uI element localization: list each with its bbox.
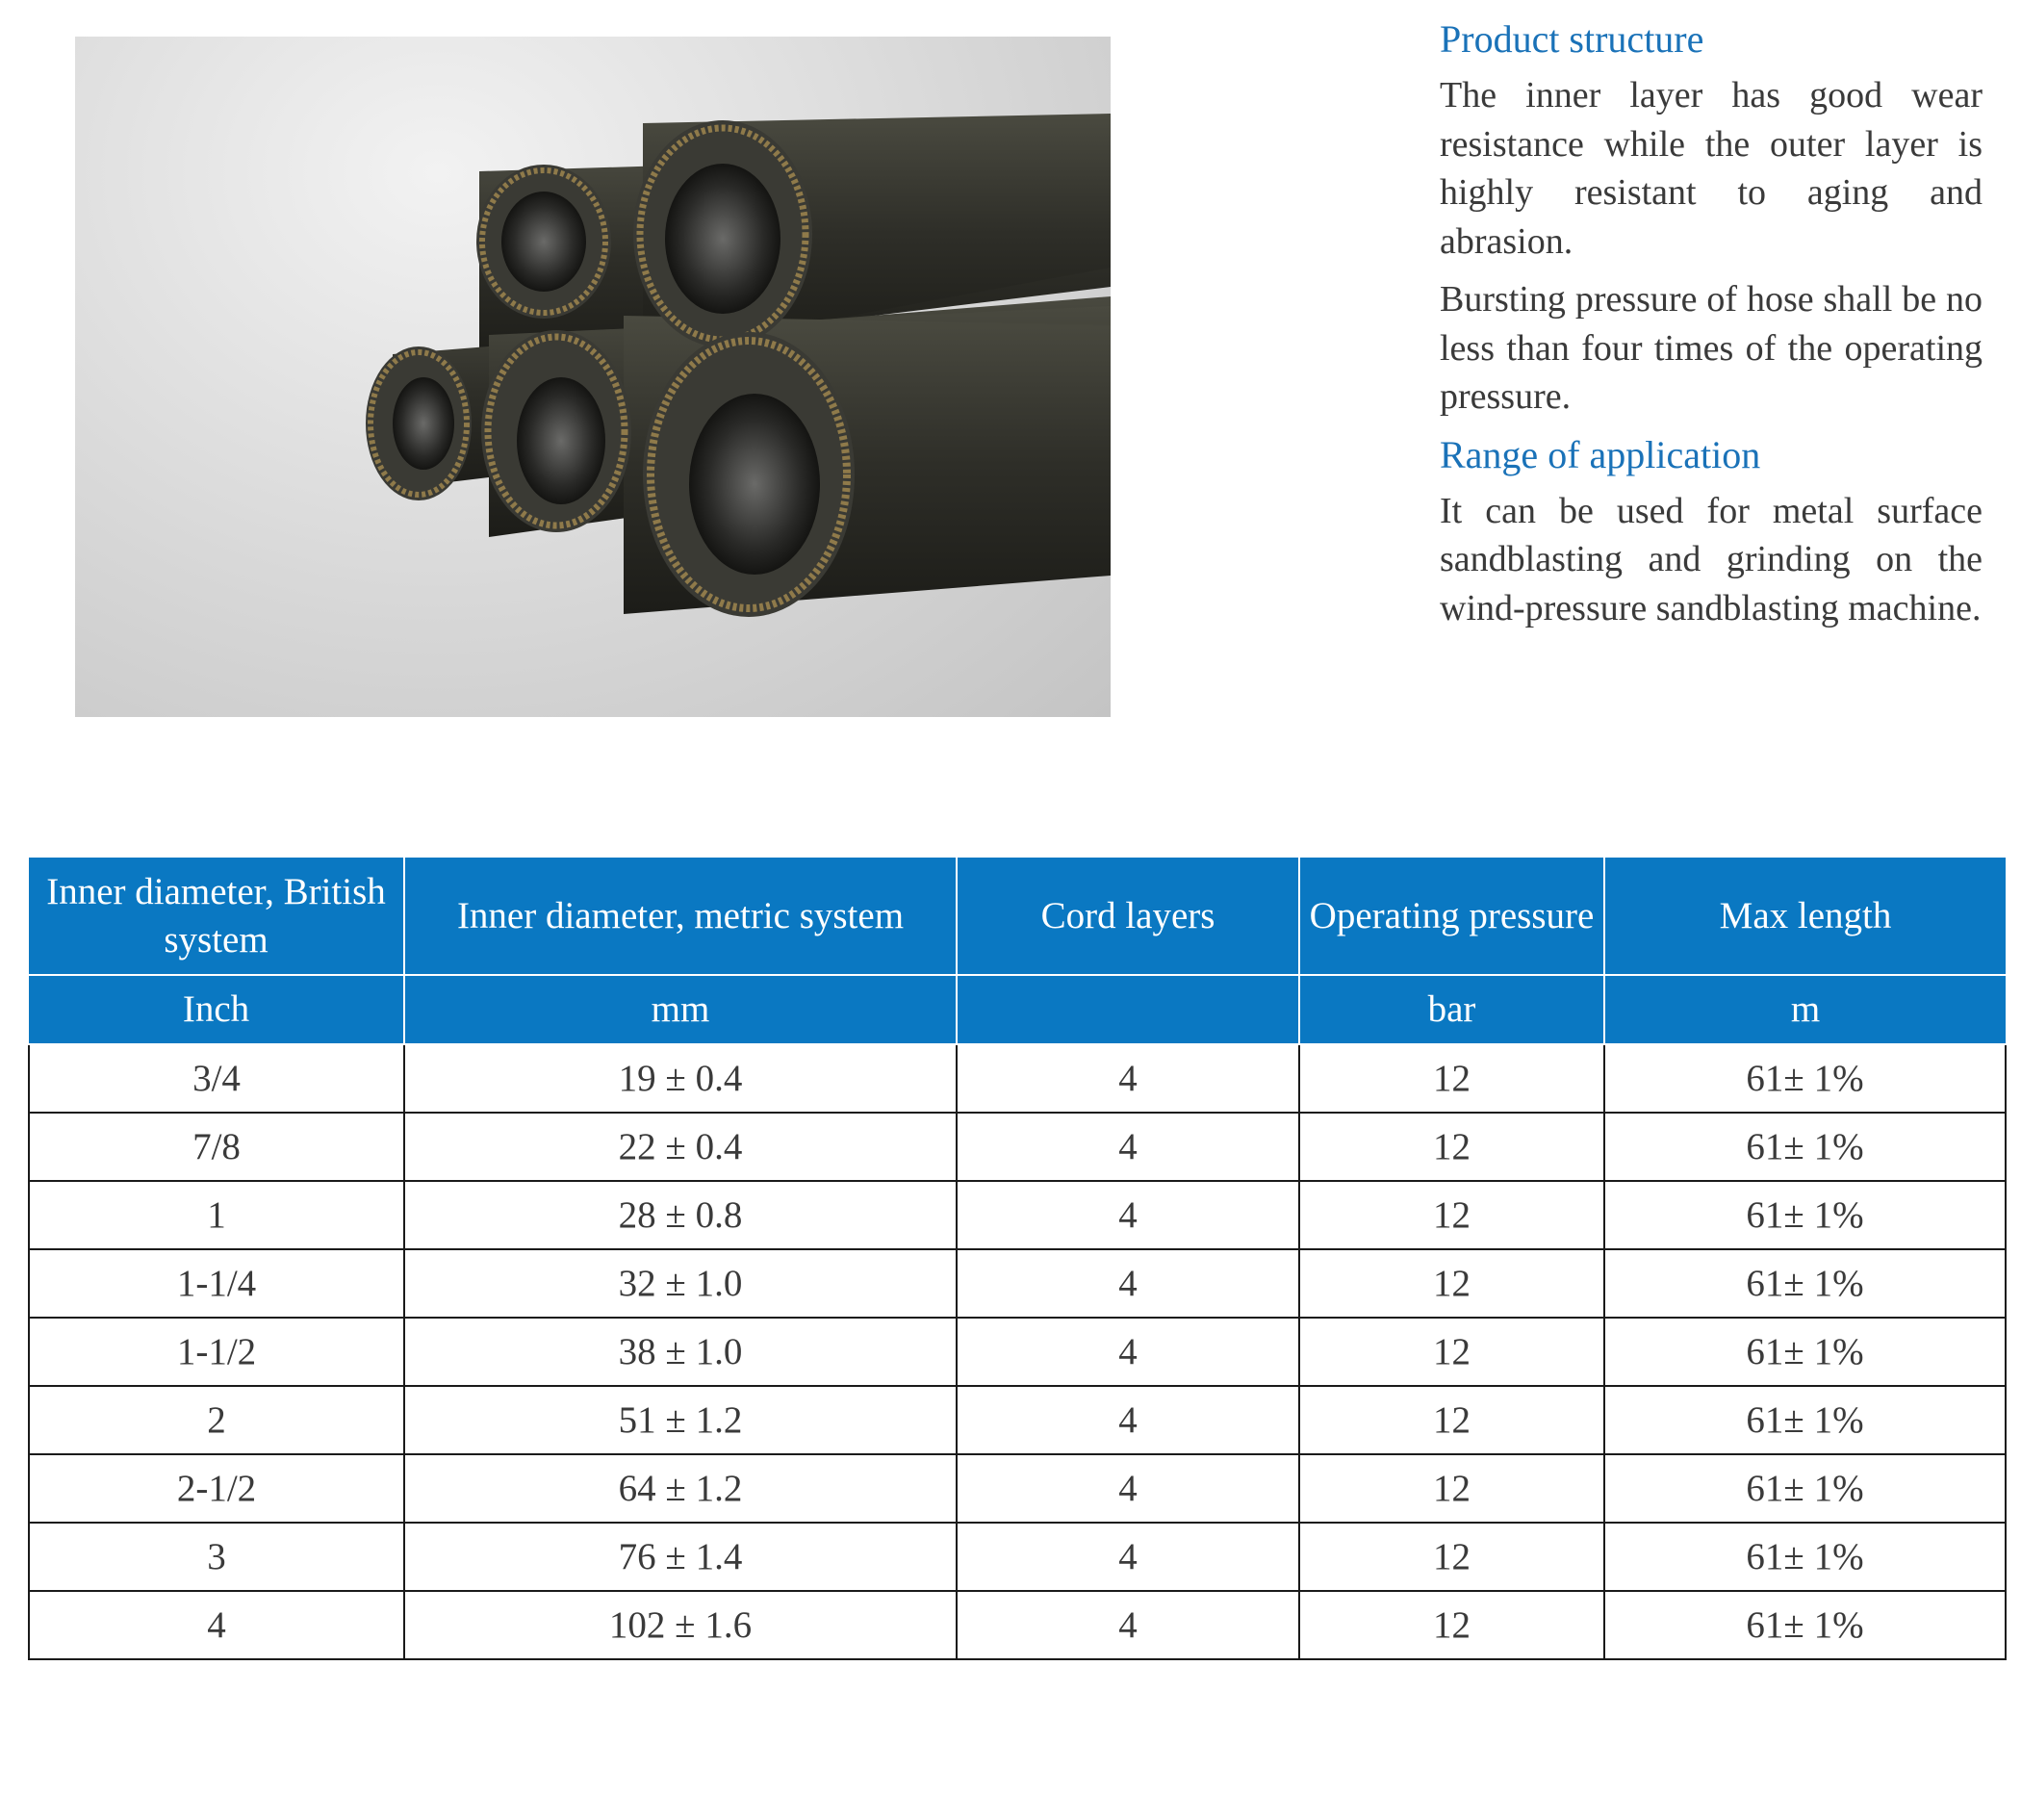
- cell-mm: 19 ± 0.4: [404, 1044, 957, 1113]
- product-structure-paragraph-1: The inner layer has good wear resistance while the outer layer is highly resistant to aging and abrasion.: [1440, 75, 1983, 262]
- cell-inch: 1: [29, 1181, 404, 1249]
- table-row: [29, 1386, 2006, 1454]
- product-structure-paragraph-2: Bursting pressure of hose shall be no less than four times of the operating pressure.: [1440, 279, 1983, 417]
- specification-table: [28, 858, 2007, 1660]
- cell-pressure: 12: [1299, 1523, 1604, 1591]
- table-row: [29, 1044, 2006, 1113]
- cell-pressure: 12: [1299, 1591, 1604, 1659]
- cell-max-length: 61± 1%: [1604, 1523, 2006, 1591]
- unit-cord-layers: [957, 975, 1299, 1044]
- cell-inch: 4: [29, 1591, 404, 1659]
- cell-inch: 7/8: [29, 1113, 404, 1181]
- cell-max-length: 61± 1%: [1604, 1386, 2006, 1454]
- cell-max-length: 61± 1%: [1604, 1181, 2006, 1249]
- range-of-application-heading: Range of application: [1440, 432, 1761, 476]
- cell-pressure: 12: [1299, 1249, 1604, 1318]
- hose-illustration: [75, 37, 1111, 717]
- table-row: [29, 1591, 2006, 1659]
- table-units-row: [29, 975, 2006, 1044]
- table-row: [29, 1113, 2006, 1181]
- cell-max-length: 61± 1%: [1604, 1113, 2006, 1181]
- cell-mm: 51 ± 1.2: [404, 1386, 957, 1454]
- hose-end-1: [476, 165, 611, 319]
- cell-cord-layers: 4: [957, 1454, 1299, 1523]
- cell-mm: 32 ± 1.0: [404, 1249, 957, 1318]
- unit-bar: bar: [1299, 975, 1604, 1044]
- cell-max-length: 61± 1%: [1604, 1591, 2006, 1659]
- hose-end-3: [366, 346, 472, 500]
- unit-mm: mm: [404, 975, 957, 1044]
- cell-pressure: 12: [1299, 1181, 1604, 1249]
- cell-pressure: 12: [1299, 1318, 1604, 1386]
- header-inner-diameter-british: Inner diameter, British system: [29, 858, 404, 975]
- table-header-row: [29, 858, 2006, 975]
- hose-end-5: [643, 332, 855, 617]
- cell-mm: 38 ± 1.0: [404, 1318, 957, 1386]
- product-photo-hoses: [75, 37, 1111, 717]
- cell-cord-layers: 4: [957, 1523, 1299, 1591]
- cell-mm: 102 ± 1.6: [404, 1591, 957, 1659]
- description-column: [1440, 15, 1983, 642]
- header-operating-pressure: Operating pressure: [1299, 858, 1604, 975]
- cell-cord-layers: 4: [957, 1386, 1299, 1454]
- table-row: [29, 1181, 2006, 1249]
- cell-cord-layers: 4: [957, 1249, 1299, 1318]
- cell-max-length: 61± 1%: [1604, 1249, 2006, 1318]
- cell-max-length: 61± 1%: [1604, 1454, 2006, 1523]
- cell-mm: 22 ± 0.4: [404, 1113, 957, 1181]
- cell-cord-layers: 4: [957, 1181, 1299, 1249]
- header-inner-diameter-metric: Inner diameter, metric system: [404, 858, 957, 975]
- cell-pressure: 12: [1299, 1113, 1604, 1181]
- cell-inch: 2-1/2: [29, 1454, 404, 1523]
- cell-mm: 28 ± 0.8: [404, 1181, 957, 1249]
- cell-cord-layers: 4: [957, 1044, 1299, 1113]
- header-cord-layers: Cord layers: [957, 858, 1299, 975]
- table-row: [29, 1523, 2006, 1591]
- table-row: [29, 1454, 2006, 1523]
- cell-inch: 2: [29, 1386, 404, 1454]
- cell-inch: 3: [29, 1523, 404, 1591]
- cell-inch: 1-1/2: [29, 1318, 404, 1386]
- cell-max-length: 61± 1%: [1604, 1318, 2006, 1386]
- cell-pressure: 12: [1299, 1454, 1604, 1523]
- cell-mm: 64 ± 1.2: [404, 1454, 957, 1523]
- cell-cord-layers: 4: [957, 1591, 1299, 1659]
- cell-max-length: 61± 1%: [1604, 1044, 2006, 1113]
- unit-m: m: [1604, 975, 2006, 1044]
- product-structure-heading: Product structure: [1440, 17, 1704, 61]
- cell-pressure: 12: [1299, 1386, 1604, 1454]
- table-row: [29, 1249, 2006, 1318]
- table-row: [29, 1318, 2006, 1386]
- range-of-application-paragraph: It can be used for metal surface sandblasting and grinding on the wind-pressure sandblasting machine.: [1440, 490, 1983, 628]
- cell-inch: 1-1/4: [29, 1249, 404, 1318]
- cell-cord-layers: 4: [957, 1113, 1299, 1181]
- cell-mm: 76 ± 1.4: [404, 1523, 957, 1591]
- cell-pressure: 12: [1299, 1044, 1604, 1113]
- unit-inch: Inch: [29, 975, 404, 1044]
- cell-inch: 3/4: [29, 1044, 404, 1113]
- hose-end-4: [481, 330, 631, 532]
- header-max-length: Max length: [1604, 858, 2006, 975]
- cell-cord-layers: 4: [957, 1318, 1299, 1386]
- hose-end-2: [633, 120, 812, 347]
